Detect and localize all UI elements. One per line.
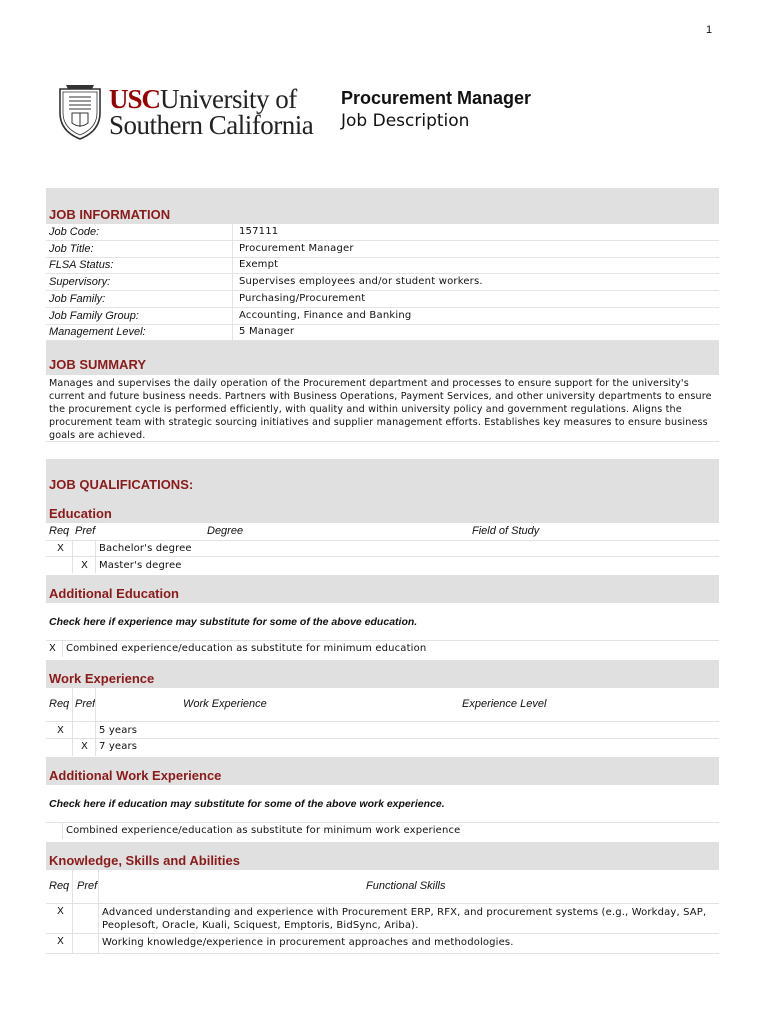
ksa-col-pref: Pref	[77, 880, 98, 892]
ksa-pref-divider	[98, 870, 99, 954]
info-label: Management Level:	[49, 326, 146, 338]
ksa-col-req: Req	[49, 880, 70, 892]
additional-education-text: Combined experience/education as substitute for minimum education	[66, 643, 427, 654]
info-row-flsa-status	[46, 257, 719, 274]
ksa-row-rule	[46, 933, 719, 934]
work-req-divider	[72, 688, 73, 756]
info-value: Exempt	[239, 259, 279, 270]
education-row1-degree: Bachelor's degree	[99, 543, 192, 554]
additional-education-heading: Additional Education	[49, 586, 179, 601]
education-col-field: Field of Study	[472, 525, 540, 537]
job-summary-band	[46, 341, 719, 375]
job-summary-text: Manages and supervises the daily operation of the Procurement department and processes to ensure support for the university's current and future business needs. Partners with Business Operations, Payment Services, and other university departments to ensure the procurement cycle is performed efficiently, with quality and within university policy and government regulations. Aligns the procurement team with strategic sourcing initiatives and supplier management efforts. Establishes key measures to ensure business goals are achieved.	[49, 378, 712, 441]
additional-education-checkbox: X	[49, 643, 56, 654]
logo-university-of: University of	[160, 84, 297, 114]
info-row-management-level	[46, 324, 719, 341]
additional-work-experience-note: Check here if education may substitute for some of the above work experience.	[49, 798, 445, 810]
summary-bottom-rule	[46, 441, 719, 442]
work-row2-pref: X	[81, 741, 88, 752]
work-row-rule	[46, 738, 719, 739]
work-col-pref: Pref	[75, 698, 96, 710]
info-label: Job Family:	[49, 293, 106, 305]
document-subtitle: Job Description	[341, 111, 470, 131]
info-label: FLSA Status:	[49, 259, 114, 271]
qualifications-heading: JOB QUALIFICATIONS:	[49, 477, 194, 492]
education-heading: Education	[49, 506, 112, 521]
additional-work-experience-heading: Additional Work Experience	[49, 768, 222, 783]
education-col-pref: Pref	[75, 525, 96, 537]
info-label: Job Code:	[49, 226, 100, 238]
page-number: 1	[706, 24, 713, 36]
work-col-req: Req	[49, 698, 70, 710]
education-row1-req: X	[57, 543, 64, 554]
info-row-job-family	[46, 291, 719, 308]
info-row-job-title	[46, 241, 719, 258]
ksa-req-divider	[72, 870, 73, 954]
info-value: Accounting, Finance and Banking	[239, 310, 412, 321]
info-value: Purchasing/Procurement	[239, 293, 366, 304]
ksa-row2-skill: Working knowledge/experience in procurement approaches and methodologies.	[102, 937, 514, 948]
logo-usc: USC	[109, 84, 161, 114]
additional-work-divider	[62, 822, 63, 839]
additional-education-divider	[62, 640, 63, 657]
work-row2-years: 7 years	[99, 741, 138, 752]
info-row-job-family-group	[46, 308, 719, 325]
ksa-row2-req: X	[57, 936, 64, 947]
ksa-row1-skill: Advanced understanding and experience with Procurement ERP, RFX, and procurement systems (e.g., Workday, SAP, Peoplesoft, Oracle, Kuali, Sciquest, Emptoris, BidSync, Ariba).	[102, 907, 707, 931]
job-information-heading: JOB INFORMATION	[49, 207, 171, 222]
info-value: Procurement Manager	[239, 243, 354, 254]
info-label: Job Family Group:	[49, 310, 139, 322]
info-row-supervisory	[46, 274, 719, 291]
info-value: Supervises employees and/or student workers.	[239, 276, 483, 287]
ksa-header-rule	[46, 903, 719, 904]
education-col-req: Req	[49, 525, 70, 537]
work-header-rule	[46, 721, 719, 722]
education-row-rule	[46, 556, 719, 557]
ksa-col-skills: Functional Skills	[366, 880, 446, 892]
ksa-row1-req: X	[57, 906, 64, 917]
logo-wordmark-line2: Southern California	[109, 110, 314, 140]
info-label: Job Title:	[49, 243, 94, 255]
education-row2-degree: Master's degree	[99, 560, 182, 571]
job-summary-heading: JOB SUMMARY	[49, 357, 147, 372]
work-row1-years: 5 years	[99, 725, 138, 736]
info-value: 157111	[239, 226, 279, 237]
additional-work-text: Combined experience/education as substitute for minimum work experience	[66, 825, 461, 836]
usc-logo	[57, 83, 332, 141]
additional-education-note: Check here if experience may substitute for some of the above education.	[49, 616, 418, 628]
work-col-level: Experience Level	[462, 698, 547, 710]
info-value: 5 Manager	[239, 326, 295, 337]
work-pref-divider	[95, 688, 96, 756]
info-row-job-code	[46, 224, 719, 241]
usc-seal-icon	[57, 83, 103, 141]
document-title: Procurement Manager	[341, 88, 532, 108]
work-row1-req: X	[57, 725, 64, 736]
education-row2-pref: X	[81, 560, 88, 571]
education-header-rule	[46, 540, 719, 541]
additional-education-rule	[46, 640, 719, 641]
ksa-heading: Knowledge, Skills and Abilities	[49, 853, 240, 868]
work-col-experience: Work Experience	[183, 698, 267, 710]
education-band	[46, 495, 719, 523]
logo-wordmark-line1	[109, 85, 297, 113]
additional-work-rule	[46, 822, 719, 823]
work-experience-heading: Work Experience	[49, 671, 155, 686]
info-label: Supervisory:	[49, 276, 111, 288]
ksa-bottom-rule	[46, 953, 719, 954]
education-col-degree: Degree	[207, 525, 244, 537]
